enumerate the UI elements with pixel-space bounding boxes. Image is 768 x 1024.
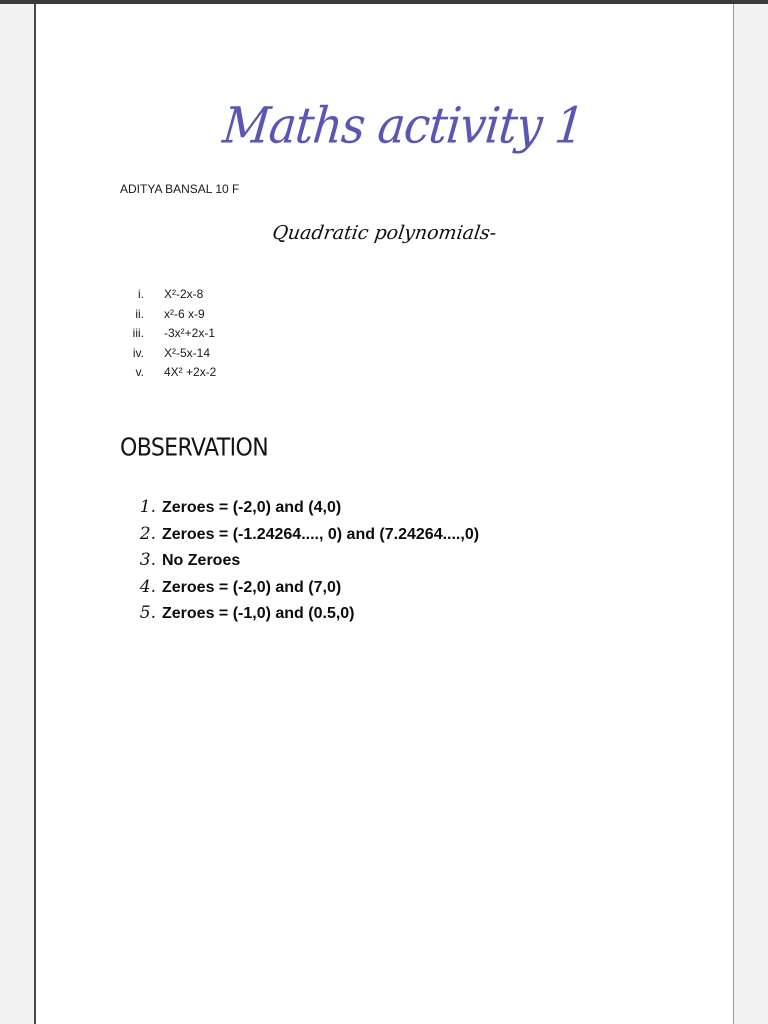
polynomial-expression: x²-6 x-9 — [164, 306, 205, 321]
polynomial-number: iii. — [132, 326, 144, 340]
observation-list — [134, 494, 479, 627]
observation-item — [134, 547, 479, 574]
observation-number: 5. — [139, 603, 156, 623]
polynomial-number: v. — [135, 365, 144, 379]
polynomial-number: i. — [138, 287, 144, 301]
polynomial-list — [116, 285, 216, 383]
polynomial-item — [116, 305, 216, 325]
document-page — [34, 4, 734, 1024]
polynomial-expression: 4X² +2x-2 — [164, 365, 217, 379]
polynomial-item — [116, 285, 216, 305]
polynomial-number: iv. — [132, 345, 144, 360]
observation-text: Zeroes = (-1,0) and (0.5,0) — [162, 605, 355, 622]
observation-text: Zeroes = (-2,0) and (7,0) — [162, 578, 342, 596]
observation-number: 1. — [139, 497, 156, 517]
observation-item — [134, 600, 479, 627]
observation-text: No Zeroes — [162, 552, 241, 569]
polynomial-number: ii. — [135, 306, 144, 321]
polynomial-expression: -3x²+2x-1 — [164, 326, 216, 340]
polynomial-expression: X²-5x-14 — [164, 345, 211, 360]
section-subtitle: Quadratic polynomials- — [270, 222, 498, 244]
observation-text: Zeroes = (-1.24264...., 0) and (7.24264....,0) — [162, 525, 480, 543]
observation-text: Zeroes = (-2,0) and (4,0) — [162, 499, 342, 516]
observation-heading: OBSERVATION — [120, 434, 269, 462]
polynomial-item — [116, 344, 216, 364]
observation-item — [134, 521, 479, 548]
polynomial-expression: X²-2x-8 — [164, 287, 204, 301]
page-title: Maths activity 1 — [220, 96, 587, 155]
polynomial-item — [116, 363, 216, 383]
observation-item — [134, 494, 479, 521]
observation-number: 2. — [139, 523, 156, 544]
author-line: ADITYA BANSAL 10 F — [120, 182, 240, 196]
observation-number: 3. — [139, 550, 156, 570]
observation-number: 4. — [139, 576, 156, 597]
polynomial-item — [116, 324, 216, 344]
observation-item — [134, 574, 479, 601]
